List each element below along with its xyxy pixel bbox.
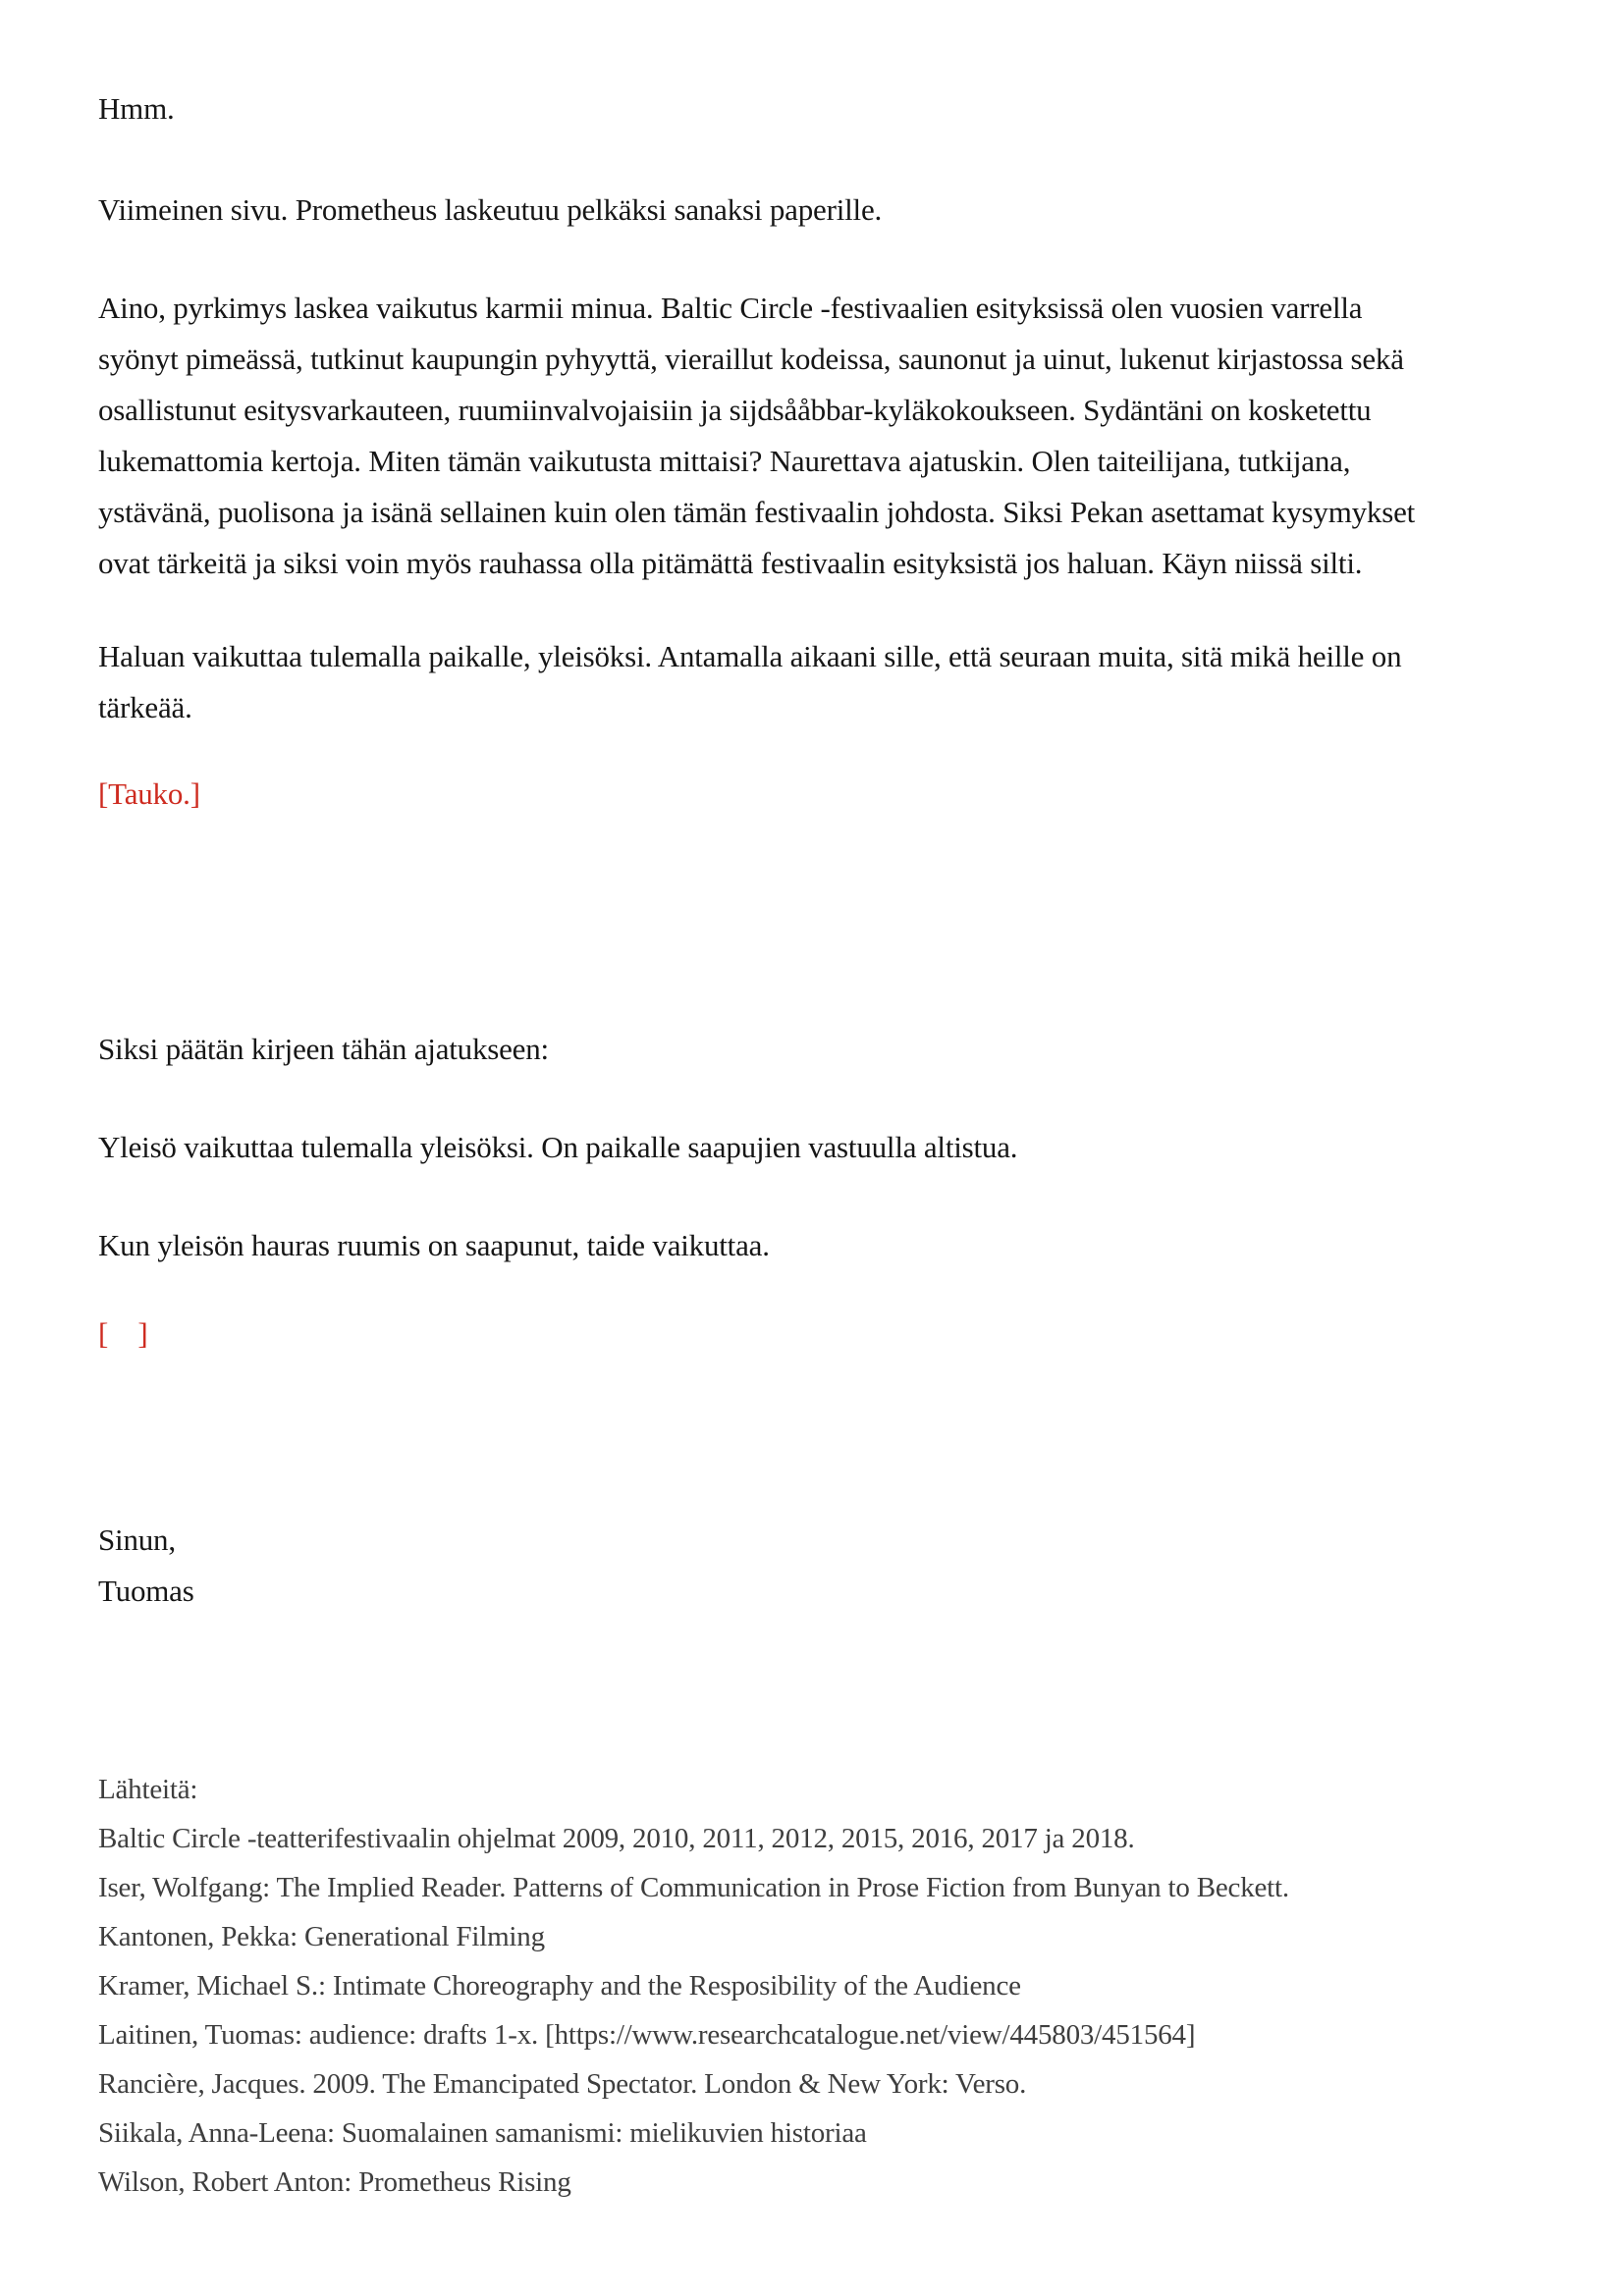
closing-final-line: Kun yleisön hauras ruumis on saapunut, taide vaikuttaa.	[98, 1228, 770, 1262]
closing-intro-line: Siksi päätän kirjeen tähän ajatukseen:	[98, 1032, 549, 1066]
opening-word: Hmm.	[98, 91, 175, 126]
reference-item: Iser, Wolfgang: The Implied Reader. Patterns of Communication in Prose Fiction from Bunyan to Beckett.	[98, 1872, 1289, 1903]
reference-item: Laitinen, Tuomas: audience: drafts 1-x. [https://www.researchcatalogue.net/view/445803/451564]	[98, 2019, 1196, 2051]
signoff	[98, 1515, 1565, 1617]
reference-item: Siikala, Anna-Leena: Suomalainen samanismi: mielikuvien historiaa	[98, 2117, 867, 2149]
aino-paragraph	[98, 283, 1565, 589]
references-section	[98, 1765, 1565, 2207]
haluan-paragraph	[98, 631, 1565, 733]
paragraph-line: ystävänä, puolisona ja isänä sellainen kuin olen tämän festivaalin johdosta. Siksi Pekan asettamat kysymykset	[98, 495, 1416, 529]
paragraph-line: ovat tärkeitä ja siksi voin myös rauhassa olla pitämättä festivaalin esityksistä jos haluan. Käyn niissä silti.	[98, 546, 1363, 580]
signoff-name: Tuomas	[98, 1574, 194, 1608]
reference-item: Wilson, Robert Anton: Prometheus Rising	[98, 2166, 571, 2198]
paragraph-line: syönyt pimeässä, tutkinut kaupungin pyhyyttä, vieraillut kodeissa, saunonut ja uinut, lukenut kirjastossa sekä	[98, 342, 1404, 376]
stage-direction-pause: [Tauko.]	[98, 776, 200, 811]
reference-item: Baltic Circle -teatterifestivaalin ohjelmat 2009, 2010, 2011, 2012, 2015, 2016, 2017 ja 2018.	[98, 1823, 1135, 1854]
closing-thought-line: Yleisö vaikuttaa tulemalla yleisöksi. On paikalle saapujien vastuulla altistua.	[98, 1130, 1018, 1164]
signoff-salutation: Sinun,	[98, 1522, 176, 1557]
last-page-line: Viimeinen sivu. Prometheus laskeutuu pelkäksi sanaksi paperille.	[98, 192, 883, 227]
references-heading: Lähteitä:	[98, 1774, 198, 1805]
reference-item: Rancière, Jacques. 2009. The Emancipated Spectator. London & New York: Verso.	[98, 2068, 1027, 2100]
stage-direction-empty-brackets: [ ]	[98, 1316, 148, 1351]
paragraph-line: tärkeää.	[98, 690, 192, 724]
paragraph-line: Aino, pyrkimys laskea vaikutus karmii minua. Baltic Circle -festivaalien esityksissä olen vuosien varrella	[98, 291, 1363, 325]
paragraph-line: lukemattomia kertoja. Miten tämän vaikutusta mittaisi? Naurettava ajatuskin. Olen taiteilijana, tutkijana,	[98, 444, 1351, 478]
paragraph-line: Haluan vaikuttaa tulemalla paikalle, yleisöksi. Antamalla aikaani sille, että seuraan muita, sitä mikä heille on	[98, 639, 1402, 673]
paragraph-line: osallistunut esitysvarkauteen, ruumiinvalvojaisiin ja sijdsååbbar-kyläkokoukseen. Sydäntäni on kosketettu	[98, 393, 1372, 427]
reference-item: Kramer, Michael S.: Intimate Choreography and the Resposibility of the Audience	[98, 1970, 1021, 2002]
reference-item: Kantonen, Pekka: Generational Filming	[98, 1921, 545, 1952]
